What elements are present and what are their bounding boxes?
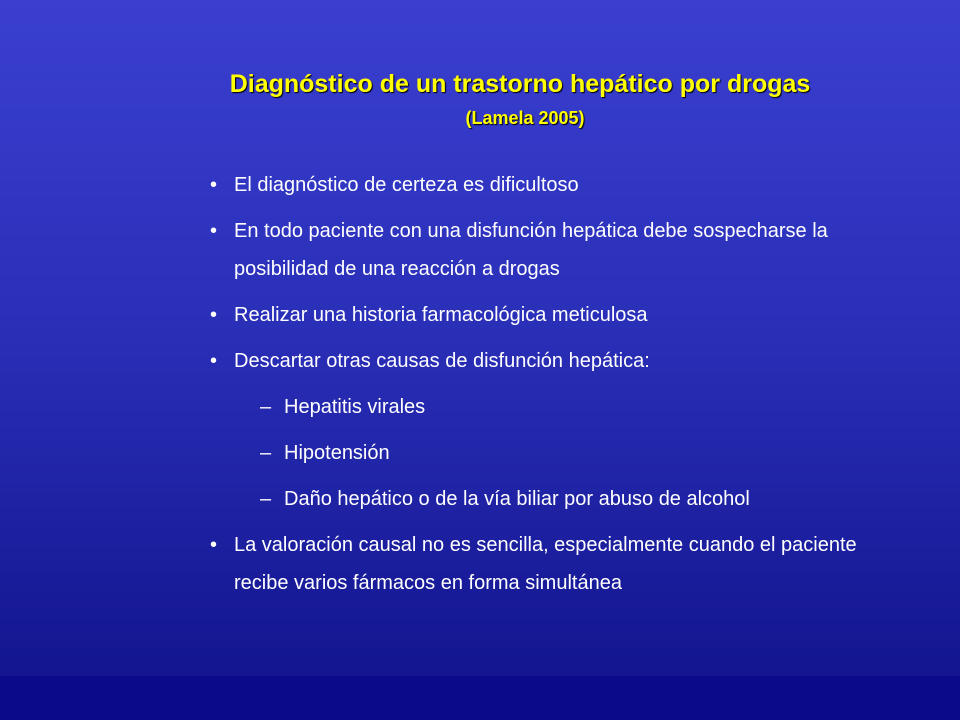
footer-band bbox=[0, 676, 960, 720]
bullet-item: • En todo paciente con una disfunción hepática debe sospecharse la posibilidad de una reacción a drogas bbox=[210, 212, 890, 288]
bullet-item: • Descartar otras causas de disfunción hepática: bbox=[210, 342, 890, 380]
sub-bullet-item: – Hipotensión bbox=[210, 434, 890, 472]
bullet-list bbox=[210, 166, 890, 610]
bullet-item: • Realizar una historia farmacológica meticulosa bbox=[210, 296, 890, 334]
sub-bullet-item: – Hepatitis virales bbox=[210, 388, 890, 426]
bullet-item: • La valoración causal no es sencilla, especialmente cuando el paciente recibe varios fármacos en forma simultánea bbox=[210, 526, 890, 602]
bullet-item: • El diagnóstico de certeza es dificultoso bbox=[210, 166, 890, 204]
slide-title: Diagnóstico de un trastorno hepático por drogas bbox=[229, 70, 811, 98]
slide-subtitle: (Lamela 2005) bbox=[465, 108, 585, 128]
sub-bullet-item: – Daño hepático o de la vía biliar por abuso de alcohol bbox=[210, 480, 890, 518]
